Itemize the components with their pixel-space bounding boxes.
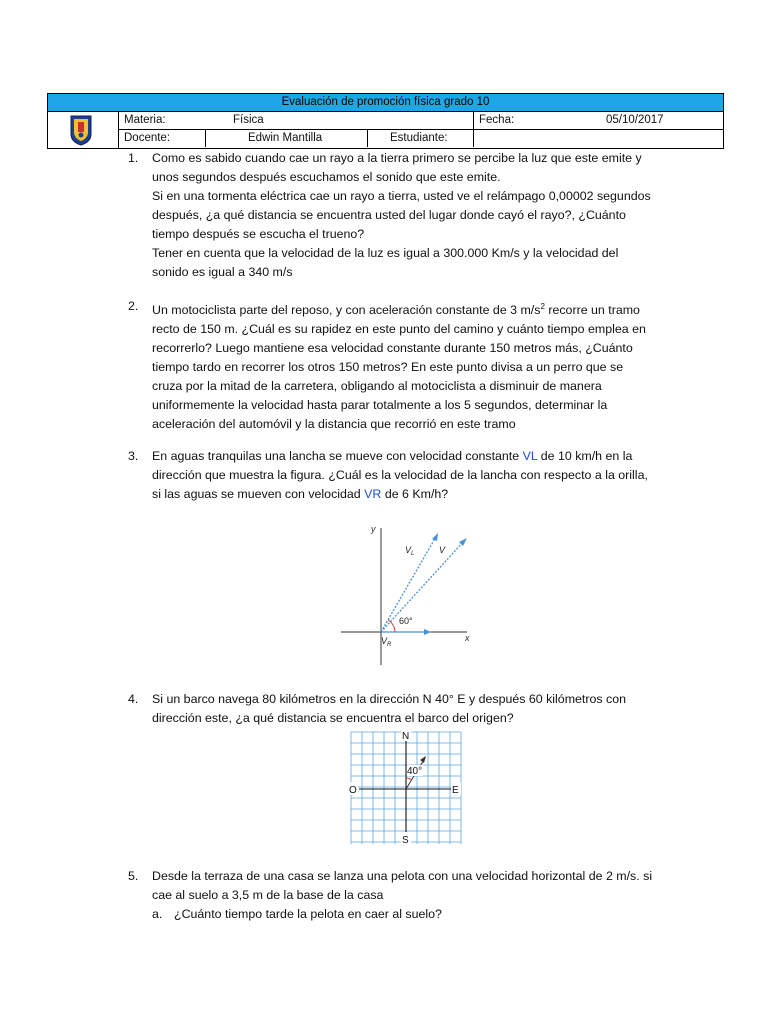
estudiante-label: Estudiante:	[367, 130, 473, 147]
question-4-text: Si un barco navega 80 kilómetros en la dirección N 40° E y después 60 kilómetros con dirección este, ¿a qué distancia se encuentra el barco del origen?	[152, 692, 626, 725]
question-1-number: 1.	[128, 151, 139, 165]
svg-text:VR	[381, 636, 392, 648]
estudiante-field[interactable]	[473, 130, 723, 147]
south-label: S	[402, 835, 409, 846]
west-label: O	[349, 785, 357, 796]
docente-value: Edwin Mantilla	[205, 130, 367, 147]
question-4-number: 4.	[128, 692, 139, 706]
y-axis-label: y	[371, 524, 376, 534]
materia-label: Materia:	[124, 114, 166, 126]
header-table	[47, 93, 724, 149]
question-1-text: Como es sabido cuando cae un rayo a la tierra primero se percibe la luz que este emite y unos segundos después escuchamos el sonido que este emite. Si en una tormenta eléctrica cae un rayo a tierra, usted ve el relámpago 0,00002 segundos después, ¿a qué distancia se encuentra usted del lugar donde cayó el rayo?, ¿Cuánto tiempo después se escucha el trueno? Tener en cuenta que la velocidad de la luz es igual a 300.000 Km/s y la velocidad del sonido es igual a 340 m/s	[152, 151, 651, 279]
angle-arc	[406, 778, 412, 780]
vr-arrowhead	[424, 629, 431, 635]
question-2-number: 2.	[128, 299, 139, 313]
angle-label: 60°	[399, 616, 413, 626]
logo-cell	[48, 112, 119, 148]
vl-label-sub: L	[411, 551, 415, 557]
fecha-label: Fecha:	[473, 112, 568, 129]
vl-arrowhead	[432, 533, 438, 541]
fecha-value: 05/10/2017	[606, 114, 664, 126]
compass-grid-figure	[345, 728, 470, 848]
question-5-number: 5.	[128, 869, 139, 883]
svg-text:VL	[405, 545, 414, 557]
v-label: V	[439, 545, 446, 555]
vl-label: V	[405, 545, 412, 555]
question-5-text: Desde la terraza de una casa se lanza una pelota con una velocidad horizontal de 2 m/s. si cae al suelo a 3,5 m de la base de la casa	[152, 869, 653, 902]
exam-title: Evaluación de promoción física grado 10	[48, 94, 723, 112]
angle-arc	[388, 620, 395, 632]
vr-symbol: VR	[364, 487, 382, 501]
vr-label-sub: R	[387, 642, 392, 648]
school-shield-logo	[68, 114, 94, 146]
v-vector	[381, 540, 465, 632]
materia-value: Física	[233, 114, 264, 126]
east-label: E	[452, 785, 459, 796]
vl-symbol: VL	[522, 449, 538, 463]
question-5a-letter: a.	[152, 907, 163, 921]
vector-figure	[335, 520, 485, 670]
question-3-number: 3.	[128, 449, 139, 463]
docente-label: Docente:	[124, 132, 171, 144]
north-label: N	[402, 731, 410, 742]
question-3-text: En aguas tranquilas una lancha se mueve con velocidad constante VL de 10 km/h en la dirección que muestra la figura. ¿Cuál es la velocidad de la lancha con respecto a la orilla, si las aguas se mueven con velocidad VR de 6 Km/h?	[152, 449, 648, 501]
x-axis-label: x	[465, 633, 470, 643]
v-arrowhead	[459, 538, 467, 546]
vr-label: V	[381, 636, 388, 646]
question-2-text: Un motociclista parte del reposo, y con aceleración constante de 3 $m/s^2$ recorre un tramo recto de 150 m. ¿Cuál es su rapidez en este punto del camino y cuánto tiempo emplea en recorrerlo? Luego mantiene esa velocidad constante durante 150 metros más, ¿Cuánto tiempo tardo en recorrer los otros 150 metros? En este punto divisa a un perro que se cruza por la mitad de la carretera, obligando al motociclista a disminuir de manera uniformemente la velocidad hasta parar totalmente a los 5 segundos, determinar la aceleración del automóvil y la distancia que recorrió en este tramo	[152, 302, 646, 432]
question-5a-text: ¿Cuánto tiempo tarde la pelota en caer al suelo?	[174, 907, 442, 921]
angle-label: 40°	[407, 766, 423, 777]
ship-vector-arrowhead	[420, 756, 426, 763]
